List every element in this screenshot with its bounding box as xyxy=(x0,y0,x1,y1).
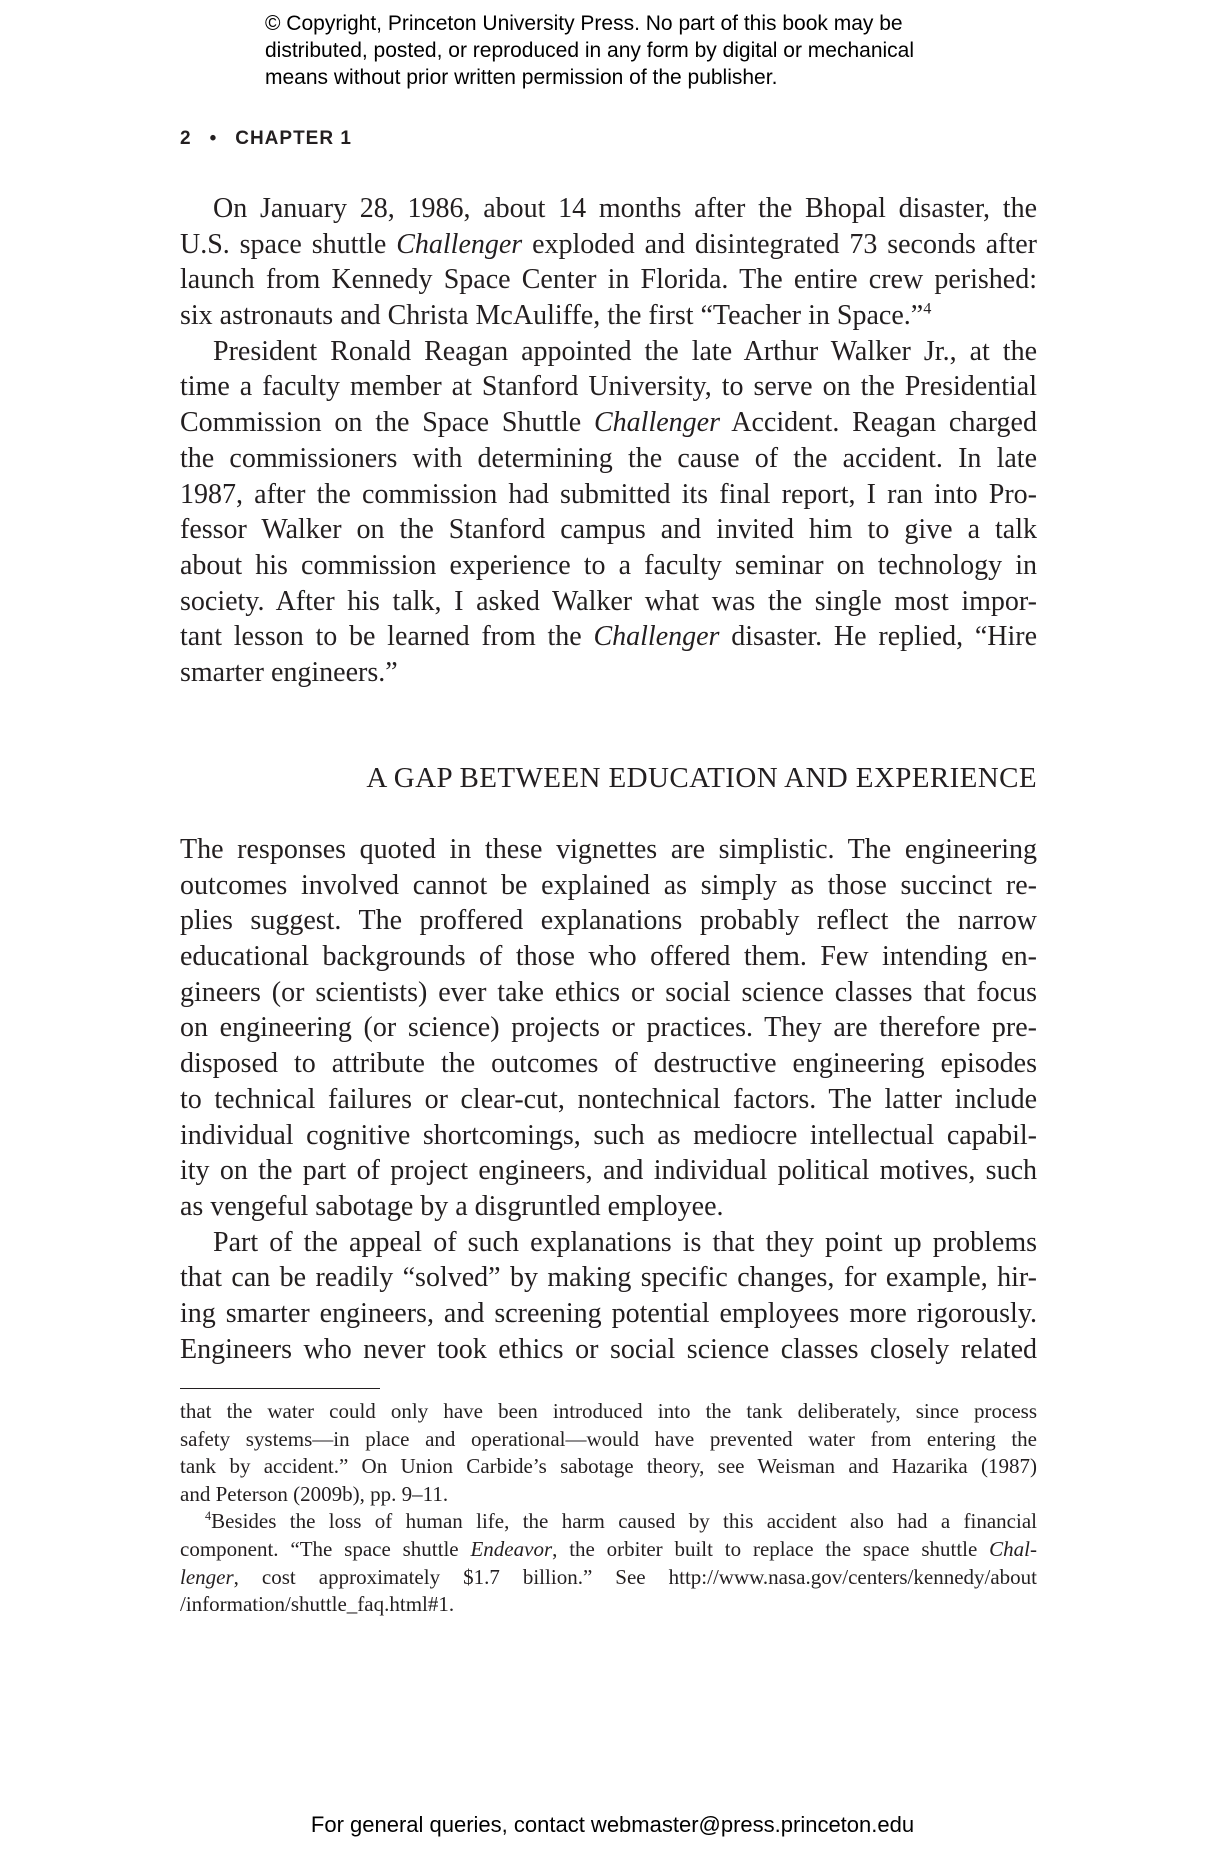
bullet-separator: • xyxy=(209,128,218,149)
text-line: time a faculty member at Stanford University, to serve on the Presidential xyxy=(180,371,1037,403)
copyright-line: © Copyright, Princeton University Press. No part of this book may be xyxy=(265,12,903,35)
text-line: to technical failures or clear-cut, nontechnical factors. The latter include xyxy=(180,1083,1037,1115)
text-line: the commissioners with determining the cause of the accident. In late xyxy=(180,442,1037,474)
text-line: U.S. space shuttle Challenger exploded and disintegrated 73 seconds after xyxy=(180,228,1037,260)
text-line: disposed to attribute the outcomes of destructive engineering episodes xyxy=(180,1048,1037,1080)
footnote-line: lenger, cost approximately $1.7 billion.” See http://www.nasa.gov/centers/kennedy/about xyxy=(180,1564,1037,1589)
footnote-line: tank by accident.” On Union Carbide’s sabotage theory, see Weisman and Hazarika (1987) xyxy=(180,1454,1037,1479)
text-line: Commission on the Space Shuttle Challenger Accident. Reagan charged xyxy=(180,407,1037,439)
text-line: about his commission experience to a faculty seminar on technology in xyxy=(180,549,1037,581)
text-line: that can be readily “solved” by making specific changes, for example, hir- xyxy=(180,1262,1037,1294)
text-line: smarter engineers.” xyxy=(180,656,398,688)
body-text-top xyxy=(180,191,1037,691)
footer-contact: For general queries, contact webmaster@press.princeton.edu xyxy=(310,1812,915,1837)
text-line: The responses quoted in these vignettes are simplistic. The engineering xyxy=(180,834,1037,865)
text-line: fessor Walker on the Stanford campus and invited him to give a talk xyxy=(180,514,1037,546)
text-line: plies suggest. The proffered explanations probably reflect the narrow xyxy=(180,905,1037,937)
footnote-4-line xyxy=(180,1508,1037,1536)
text-line: tant lesson to be learned from the Challenger disaster. He replied, “Hire xyxy=(180,621,1037,653)
footnotes xyxy=(180,1398,1037,1619)
chapter-label: CHAPTER 1 xyxy=(235,128,352,149)
footnote-line: /information/shuttle_faq.html#1. xyxy=(180,1592,455,1617)
text-line: ity on the part of project engineers, and individual political motives, such xyxy=(180,1155,1037,1187)
copyright-line: means without prior written permission of the publisher. xyxy=(265,66,778,89)
footnote-line: and Peterson (2009b), pp. 9–11. xyxy=(180,1481,449,1506)
text-line: launch from Kennedy Space Center in Florida. The entire crew perished: xyxy=(180,264,1037,296)
text-line: outcomes involved cannot be explained as simply as those succinct re- xyxy=(180,869,1037,901)
copyright-line: distributed, posted, or reproduced in any form by digital or mechanical xyxy=(265,39,915,62)
footnote-line: that the water could only have been introduced into the tank deliberately, since process xyxy=(180,1399,1037,1423)
footnote-line: safety systems—in place and operational—would have prevented water from entering the xyxy=(180,1426,1037,1451)
text-line: individual cognitive shortcomings, such as mediocre intellectual capabil- xyxy=(180,1119,1037,1151)
text-line: 1987, after the commission had submitted its final report, I ran into Pro- xyxy=(180,478,1037,510)
page-number: 2 xyxy=(180,128,192,149)
text-line: gineers (or scientists) ever take ethics or social science classes that focus xyxy=(180,976,1037,1008)
text-line: society. After his talk, I asked Walker what was the single most impor- xyxy=(180,585,1037,617)
text-line: as vengeful sabotage by a disgruntled employee. xyxy=(180,1190,724,1222)
body-text-bottom xyxy=(180,832,1037,1367)
text-line: ing smarter engineers, and screening potential employees more rigorously. xyxy=(180,1297,1037,1329)
text-line: educational backgrounds of those who offered them. Few intending en- xyxy=(180,941,1037,973)
footnote-ref-4[interactable]: 4 xyxy=(923,299,932,318)
footnote-line-content: Besides the loss of human life, the harm caused by this accident also had a financial xyxy=(211,1509,1037,1534)
text-line: on engineering (or science) projects or practices. They are therefore pre- xyxy=(180,1012,1037,1044)
footnote-divider xyxy=(180,1388,380,1389)
text-line xyxy=(180,298,1037,334)
text-line: President Ronald Reagan appointed the late Arthur Walker Jr., at the xyxy=(213,335,1037,367)
footnote-marker-4: 4 xyxy=(205,1509,212,1524)
text-line-content: six astronauts and Christa McAuliffe, the first “Teacher in Space.” xyxy=(180,300,924,332)
copyright-notice xyxy=(265,10,1025,91)
text-line: Part of the appeal of such explanations is that they point up problems xyxy=(213,1226,1037,1258)
text-line: On January 28, 1986, about 14 months after the Bhopal disaster, the xyxy=(213,193,1037,224)
text-line: Engineers who never took ethics or social science classes closely related xyxy=(180,1333,1037,1365)
footnote-line: component. “The space shuttle Endeavor, the orbiter built to replace the space shuttle Chal- xyxy=(180,1536,1037,1561)
section-heading: A GAP BETWEEN EDUCATION AND EXPERIENCE xyxy=(366,762,1037,794)
running-head xyxy=(180,128,352,150)
